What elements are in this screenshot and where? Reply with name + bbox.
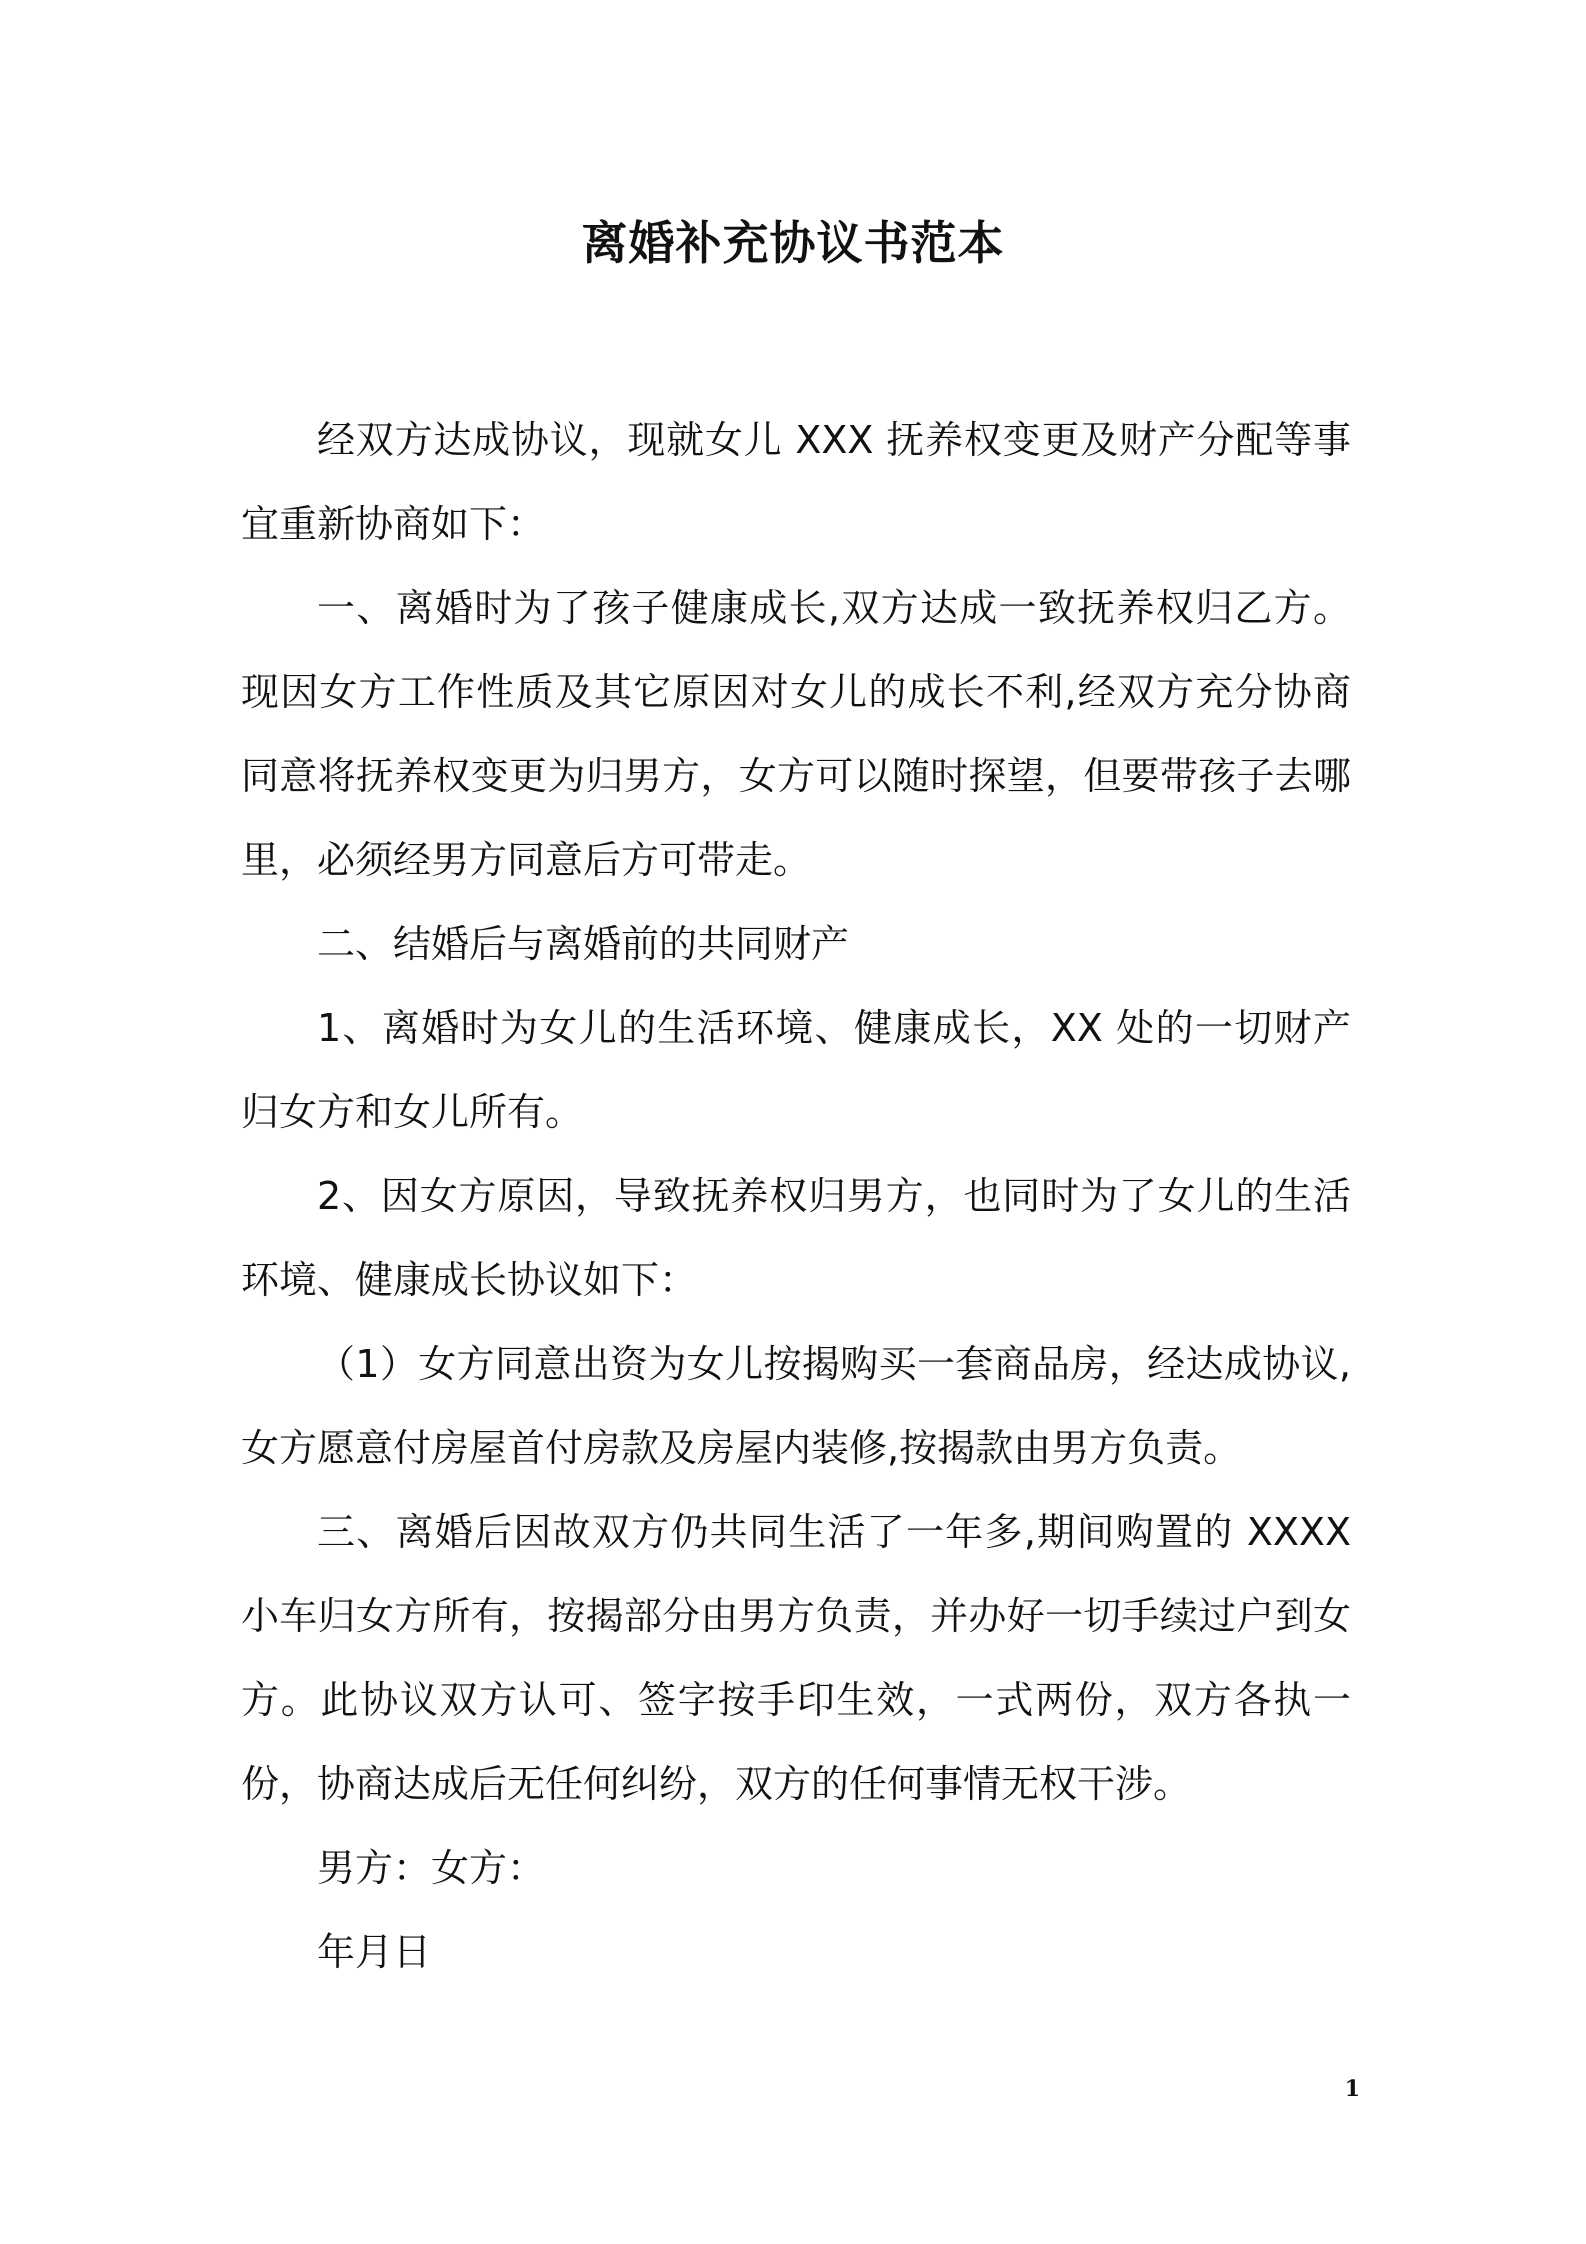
paragraph-property-item-1: 1、离婚时为女儿的生活环境、健康成长，XX 处的一切财产归女方和女儿所有。 bbox=[241, 1006, 1351, 1134]
paragraph-property-heading: 二、结婚后与离婚前的共同财产 bbox=[317, 922, 850, 966]
signature-line: 男方：女方： bbox=[317, 1846, 546, 1890]
paragraph-intro: 经双方达成协议，现就女儿 XXX 抚养权变更及财产分配等事宜重新协商如下： bbox=[241, 418, 1351, 546]
paragraph-vehicle: 三、离婚后因故双方仍共同生活了一年多,期间购置的 XXXX 小车归女方所有，按揭部分由男方负责，并办好一切手续过户到女方。此协议双方认可、签字按手印生效，一式两份，双方各执一份，协商达成后无任何纠纷，双方的任何事情无权干涉。 bbox=[241, 1510, 1351, 1806]
document-title: 离婚补充协议书范本 bbox=[581, 216, 1005, 270]
paragraph-property-item-2: 2、因女方原因，导致抚养权归男方，也同时为了女儿的生活环境、健康成长协议如下： bbox=[241, 1174, 1351, 1302]
page-number: 1 bbox=[1344, 2076, 1360, 2102]
document-body bbox=[241, 398, 1351, 1994]
paragraph-property-subitem-1: （1）女方同意出资为女儿按揭购买一套商品房，经达成协议,女方愿意付房屋首付房款及房屋内装修,按揭款由男方负责。 bbox=[241, 1342, 1351, 1470]
paragraph-custody: 一、离婚时为了孩子健康成长,双方达成一致抚养权归乙方。现因女方工作性质及其它原因对女儿的成长不利,经双方充分协商同意将抚养权变更为归男方，女方可以随时探望，但要带孩子去哪里，必须经男方同意后方可带走。 bbox=[241, 586, 1351, 882]
date-line: 年月日 bbox=[317, 1930, 432, 1974]
